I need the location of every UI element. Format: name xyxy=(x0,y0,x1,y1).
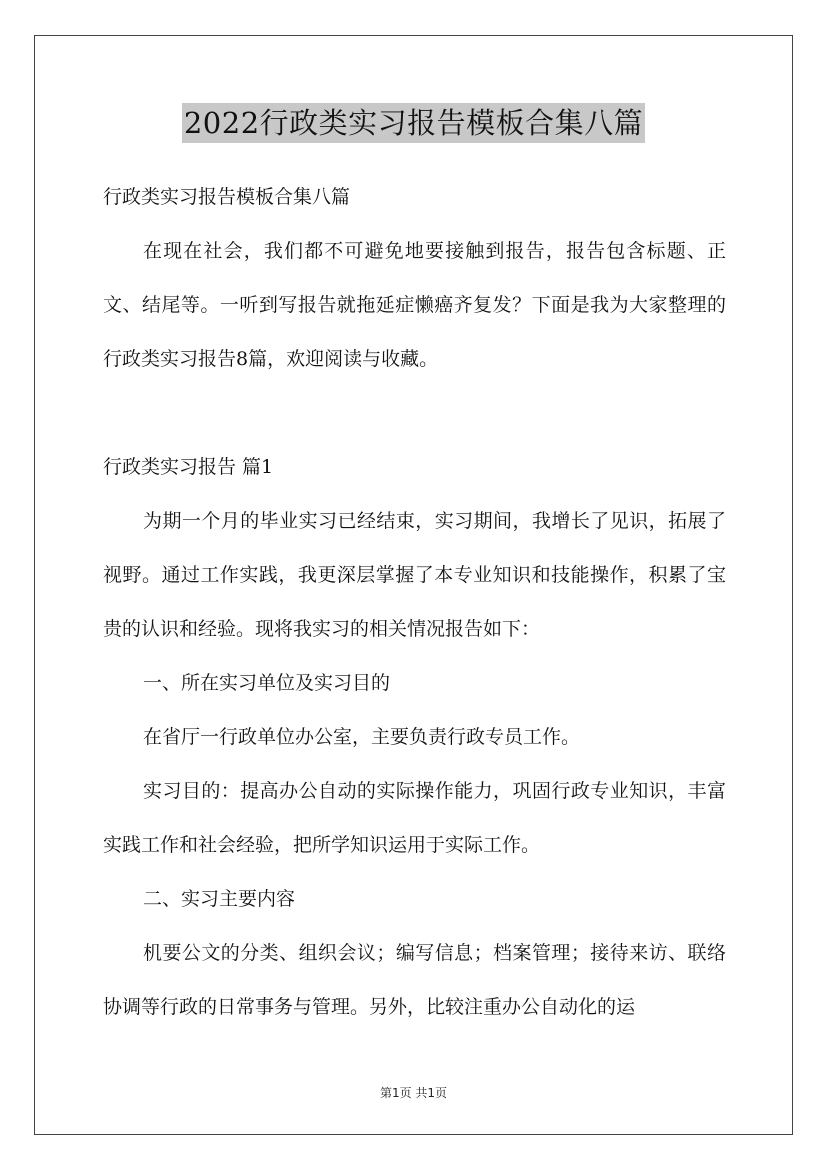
intro-paragraph: 在现在社会，我们都不可避免地要接触到报告，报告包含标题、正文、结尾等。一听到写报告就拖延症懒癌齐复发？下面是我为大家整理的行政类实习报告8篇，欢迎阅读与收藏。 xyxy=(103,240,726,370)
subheading-unit: 一、所在实习单位及实习目的 xyxy=(143,672,391,694)
body-paragraph: 机要公文的分类、组织会议；编写信息；档案管理；接待来访、联络协调等行政的日常事务与管理。另外，比较注重办公自动化的运 xyxy=(103,942,726,1018)
section-heading: 行政类实习报告 篇1 xyxy=(103,456,274,478)
document-subtitle: 行政类实习报告模板合集八篇 xyxy=(103,186,351,208)
body-paragraph: 在省厅一行政单位办公室，主要负责行政专员工作。 xyxy=(143,726,581,748)
page-footer: 第1页 共1页 xyxy=(379,1086,448,1100)
document-body xyxy=(103,170,726,1034)
title-container xyxy=(0,103,827,143)
document-title: 2022行政类实习报告模板合集八篇 xyxy=(182,103,645,143)
body-paragraph: 实习目的：提高办公自动的实际操作能力，巩固行政专业知识，丰富实践工作和社会经验，把所学知识运用于实际工作。 xyxy=(103,780,726,856)
subheading-content: 二、实习主要内容 xyxy=(143,888,296,910)
body-paragraph: 为期一个月的毕业实习已经结束，实习期间，我增长了见识，拓展了视野。通过工作实践，我更深层掌握了本专业知识和技能操作，积累了宝贵的认识和经验。现将我实习的相关情况报告如下： xyxy=(103,510,726,640)
